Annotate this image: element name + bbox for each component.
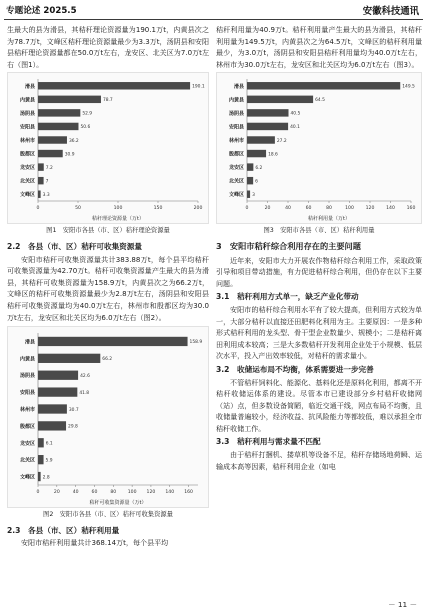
bar [38, 421, 66, 430]
bar [38, 177, 44, 184]
x-axis-label: 秸秆利用量（万t） [308, 216, 350, 223]
section-heading-3-2: 3.2 收储运布局不均衡，体系需要进一步完善 [216, 364, 374, 374]
figure-3-chart [216, 72, 422, 224]
category-label: 内黄县 [228, 97, 244, 104]
paragraph: 由于秸秆打捆机、搂草机等设备不足，秸秆存储场地荷瞬、运输成本高等因素，秸秆利用企业（如电 [216, 450, 422, 471]
data-label: 50.6 [80, 125, 91, 131]
bar [38, 96, 101, 103]
section-heading-2-2: 2.2 各县（市、区）秸秆可收集资源量 [7, 241, 142, 251]
bar [247, 110, 289, 117]
x-axis-label: 秸秆理论资源量（万t） [92, 216, 144, 223]
category-label: 北关区 [19, 179, 35, 186]
section-heading-3-3: 3.3 秸秆利用与需求量不匹配 [216, 437, 321, 447]
page-header [0, 0, 427, 20]
section-heading-2-3: 2.3 各县（市、区）秸秆利用量 [7, 525, 120, 535]
x-tick-label: 80 [110, 490, 117, 496]
bar [247, 96, 313, 103]
x-tick-label: 20 [264, 206, 271, 212]
x-tick-label: 0 [245, 206, 249, 212]
category-label: 汤阴县 [19, 111, 35, 118]
data-label: 18.6 [268, 152, 278, 158]
category-label: 安阳县 [228, 124, 244, 131]
paragraph: 秸秆利用量为40.9万t。秸秆利用量产生最大的县为滑县，其秸秆利用量为149.5万t，内黄县次之为64.5万t，文峰区的秸秆利用量最少，为3.0万t，汤阴县和安阳县秸秆利用量均为40.0万t左右，林州市为30.0万t左右，龙安区和北关区均为6.0万t左右（图3）。 [216, 25, 422, 69]
bar [247, 177, 253, 184]
paragraph: 安阳市秸秆利用量共计368.14万t，每个县平均 [21, 538, 169, 548]
paragraph: 不管秸秆饲料化、能源化、基料化还是原料化利用，都离不开秸秆收储运体系的建设。尽管本市已建设部分乡村秸秆收储网（站）点，但多数设备简陋，临近交通干线，网点布局不均衡，且收储量普遍较小，经济收益、抗风险能力等都较低，难以承担全市秸秆收储工作。 [216, 377, 422, 433]
data-label: 42.6 [80, 374, 90, 380]
bar [38, 404, 67, 413]
x-tick-label: 40 [285, 206, 291, 212]
x-tick-label: 100 [113, 206, 123, 212]
bar [38, 82, 190, 89]
bar [38, 388, 77, 397]
x-tick-label: 20 [53, 490, 60, 496]
figure-3-caption: 图3 安阳市各县（市、区）秸秆利用量 [263, 227, 375, 235]
bar [38, 110, 80, 117]
magazine-title: 安徽科技通讯 [362, 6, 419, 17]
data-label: 3.3 [42, 193, 50, 199]
bar [38, 455, 44, 464]
data-label: 64.5 [315, 98, 325, 104]
figure-2-caption: 图2 安阳市各县（市、区）秸秆可收集资源量 [43, 511, 173, 519]
x-axis-label: 秸秆可收集资源量（万t） [89, 500, 147, 507]
data-label: 190.1 [192, 84, 205, 90]
category-label: 滑县 [24, 339, 35, 346]
header-issue: 2025.5 [43, 6, 77, 16]
x-tick-label: 150 [153, 206, 163, 212]
bar [38, 472, 41, 481]
data-label: 52.9 [82, 112, 93, 118]
x-tick-label: 140 [165, 490, 175, 496]
figure-1-svg [8, 73, 208, 223]
bar [38, 191, 41, 198]
data-label: 158.9 [189, 340, 203, 346]
data-label: 149.5 [402, 84, 415, 90]
x-tick-label: 60 [305, 206, 312, 212]
data-label: 30.9 [64, 152, 75, 158]
x-tick-label: 50 [75, 206, 81, 212]
bar [38, 137, 67, 144]
header-section [6, 4, 77, 16]
category-label: 殷都区 [19, 151, 35, 158]
category-label: 殷都区 [19, 424, 35, 431]
figure-2-chart [7, 326, 209, 508]
section-heading-3-1: 3.1 秸秆利用方式单一，缺乏产业化带动 [216, 292, 359, 302]
left-column [7, 24, 209, 549]
x-tick-label: 0 [36, 206, 40, 212]
x-tick-label: 100 [127, 490, 137, 496]
bar [247, 137, 275, 144]
category-label: 文峰区 [228, 192, 244, 199]
x-tick-label: 120 [365, 206, 375, 212]
category-label: 滑县 [24, 84, 35, 91]
data-label: 5.9 [45, 458, 53, 464]
x-tick-label: 100 [345, 206, 354, 212]
data-label: 7.2 [45, 166, 53, 172]
x-tick-label: 160 [184, 490, 193, 496]
x-tick-label: 40 [72, 490, 79, 496]
category-label: 内黄县 [19, 356, 35, 363]
x-tick-label: 0 [36, 490, 40, 496]
bar [247, 150, 266, 157]
page-number: － 11 － [388, 600, 417, 609]
category-label: 林州市 [19, 138, 35, 145]
data-label: 6 [255, 179, 258, 185]
data-label: 7 [45, 179, 49, 185]
bar [38, 123, 78, 130]
data-label: 78.7 [102, 98, 113, 104]
x-tick-label: 160 [406, 206, 416, 212]
data-label: 40.5 [290, 112, 301, 118]
bar [38, 337, 188, 346]
right-column [216, 24, 422, 472]
bar [247, 123, 288, 130]
figure-2-svg [8, 327, 208, 507]
category-label: 文峰区 [19, 474, 35, 481]
data-label: 27.2 [276, 139, 287, 145]
data-label: 41.8 [79, 391, 90, 397]
data-label: 29.8 [68, 424, 78, 430]
bar [38, 371, 78, 380]
category-label: 龙安区 [19, 440, 35, 447]
category-label: 文峰区 [19, 192, 35, 199]
category-label: 汤阴县 [228, 111, 244, 118]
x-tick-label: 140 [386, 206, 395, 212]
data-label: 40.1 [290, 125, 300, 131]
category-label: 殷都区 [228, 151, 244, 158]
x-tick-label: 80 [326, 206, 332, 212]
category-label: 安阳县 [19, 390, 35, 397]
category-label: 北关区 [228, 179, 244, 186]
category-label: 北关区 [19, 457, 35, 464]
bar [247, 191, 250, 198]
x-tick-label: 120 [146, 490, 156, 496]
category-label: 滑县 [233, 84, 244, 91]
paragraph: 安阳市的秸秆综合利用水平有了较大提高，但利用方式较为单一，大部分秸秆以直接还田肥料化利用为主。主要原因：一是多种形式秸秆利用的龙头型、骨干型企业数量少、规模小；二是秸秆离田利用成本较高；三是大多数秸秆开发利用企业处于小规模、低层次水平，投入产出效率较低，对秸秆的需求量小。 [216, 304, 422, 361]
data-label: 30.7 [68, 407, 79, 413]
data-label: 3 [252, 193, 255, 199]
category-label: 龙安区 [19, 165, 35, 172]
data-label: 36.2 [68, 139, 79, 145]
category-label: 内黄县 [19, 97, 35, 104]
bar [38, 354, 100, 363]
bar [38, 164, 44, 171]
category-label: 安阳县 [19, 124, 35, 131]
category-label: 林州市 [19, 407, 35, 414]
section-heading-3: 3 安阳市秸秆综合利用存在的主要问题 [216, 240, 361, 251]
header-rule [4, 19, 423, 20]
figure-1-caption: 图1 安阳市各县（市、区）秸秆理论资源量 [46, 227, 170, 235]
paragraph: 生最大的县为滑县，其秸秆理论资源量为190.1万t，内黄县次之为78.7万t，文峰区秸秆理论资源量最少为3.3万t，汤阴县和安阳县秸秆理论资源量都在50.0万t左右，龙安区、北关区为7.0万t左右（图1）。 [7, 25, 209, 69]
header-section-title: 专题论述 [6, 6, 41, 16]
paragraph: 安阳市秸秆可收集资源量共计383.88万t，每个县平均秸秆可收集资源量为42.70万t。秸秆可收集资源量产生最大的县为滑县，其秸秆可收集资源量为158.9万t，内黄县次之为66.2万t，文峰区的秸秆可收集资源量最少为2.8万t左右，汤阴县和安阳县秸秆可收集资源量均为40.0万t左右，林州市和殷都区均为30.0万t左右，龙安区和北关区均为6.0万t左右（图2）。 [7, 254, 209, 322]
bar [247, 82, 400, 89]
figure-3-svg [217, 73, 421, 223]
category-label: 林州市 [228, 138, 244, 145]
bar [38, 438, 44, 447]
category-label: 龙安区 [228, 165, 244, 172]
data-label: 66.2 [102, 357, 113, 363]
paragraph: 近年来，安阳市大力开展农作物秸秆综合利用工作，采取政策引导和项目带动措施，有力促进秸秆综合利用，但仍存在以下主要问题。 [216, 255, 422, 288]
x-tick-label: 200 [193, 206, 203, 212]
bar [247, 164, 253, 171]
x-tick-label: 60 [91, 490, 98, 496]
data-label: 6.1 [45, 441, 53, 447]
figure-1-chart [7, 72, 209, 224]
category-label: 汤阴县 [19, 373, 35, 380]
data-label: 6.2 [255, 166, 263, 172]
data-label: 2.8 [42, 475, 50, 481]
bar [38, 150, 63, 157]
